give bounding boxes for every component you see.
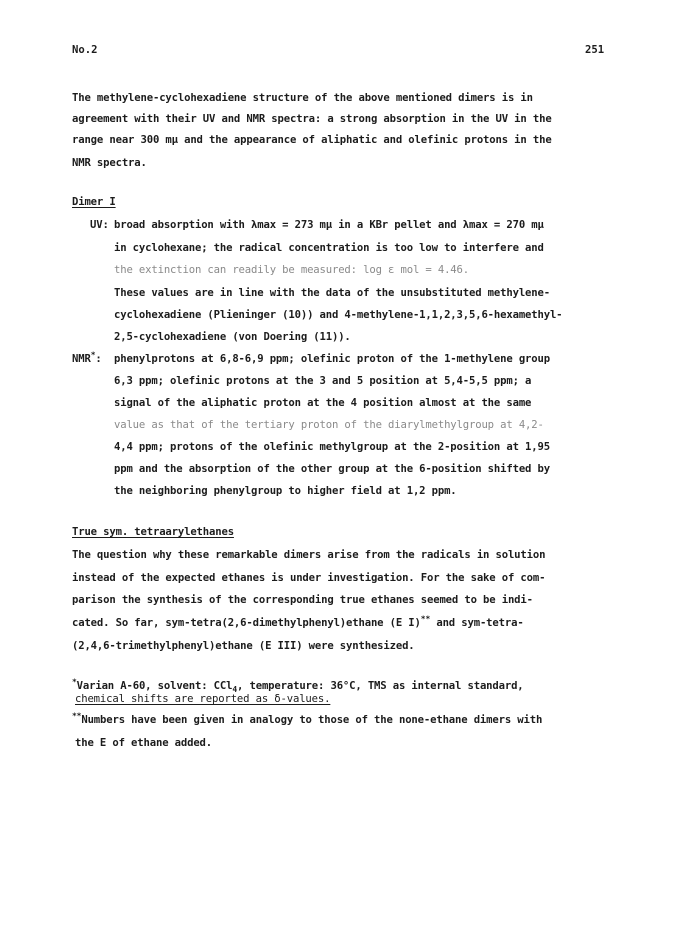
footnote-2-line: the E of ethane added. (75, 737, 213, 749)
ethanes-line: cated. So far, sym-tetra(2,6-dimethylphenyl)ethane (E I)** and sym-tetra- (72, 614, 524, 629)
uv-line: broad absorption with λmax = 273 mμ in a KBr pellet and λmax = 270 mμ (114, 219, 544, 231)
footnote-1-line: chemical shifts are reported as δ-values. (75, 693, 331, 705)
uv-line: the extinction can readily be measured: log ε mol = 4.46. (114, 264, 469, 276)
intro-line: range near 300 mμ and the appearance of aliphatic and olefinic protons in the (72, 134, 552, 146)
footnote-marker: ** (72, 711, 82, 721)
nmr-label: NMR*: (72, 350, 102, 365)
uv-line: cyclohexadiene (Plieninger (10)) and 4-methylene-1,1,2,3,5,6-hexamethyl- (114, 309, 563, 321)
intro-line: NMR spectra. (72, 157, 147, 169)
nmr-line: ppm and the absorption of the other group at the 6-position shifted by (114, 463, 550, 475)
footnote-2: **Numbers have been given in analogy to those of the none-ethane dimers with (72, 711, 543, 726)
uv-line: 2,5-cyclohexadiene (von Doering (11)). (114, 331, 351, 343)
footnote-marker: * (90, 350, 96, 360)
issue-number: No.2 (72, 44, 98, 56)
nmr-line: 6,3 ppm; olefinic protons at the 3 and 5 position at 5,4-5,5 ppm; a (114, 375, 532, 387)
nmr-line: 4,4 ppm; protons of the olefinic methylgroup at the 2-position at 1,95 (114, 441, 550, 453)
ethanes-line: (2,4,6-trimethylphenyl)ethane (E III) were synthesized. (72, 640, 415, 652)
intro-line: agreement with their UV and NMR spectra: a strong absorption in the UV in the (72, 113, 552, 125)
uv-label: UV: (90, 219, 109, 231)
uv-line: in cyclohexane; the radical concentration is too low to interfere and (114, 242, 544, 254)
nmr-line: value as that of the tertiary proton of the diarylmethylgroup at 4,2- (114, 419, 544, 431)
ethanes-line: parison the synthesis of the corresponding true ethanes seemed to be indi- (72, 594, 533, 606)
page-number: 251 (585, 44, 605, 56)
nmr-line: signal of the aliphatic proton at the 4 position almost at the same (114, 397, 532, 409)
footnote-1: *Varian A-60, solvent: CCl$_4$, temperature: 36°C, TMS as internal standard, (72, 677, 524, 695)
intro-line: The methylene-cyclohexadiene structure of the above mentioned dimers is in (72, 92, 533, 104)
nmr-line: phenylprotons at 6,8-6,9 ppm; olefinic proton of the 1-methylene group (114, 353, 550, 365)
ethanes-line: The question why these remarkable dimers arise from the radicals in solution (72, 549, 546, 561)
uv-line: These values are in line with the data of the unsubstituted methylene- (114, 287, 550, 299)
dimer-heading: Dimer I (72, 196, 116, 208)
ethanes-heading: True sym. tetraarylethanes (72, 526, 234, 538)
ethanes-line: instead of the expected ethanes is under investigation. For the sake of com- (72, 572, 546, 584)
footnote-marker: * (72, 677, 77, 687)
footnote-marker: ** (420, 614, 431, 624)
nmr-line: the neighboring phenylgroup to higher field at 1,2 ppm. (114, 485, 457, 497)
